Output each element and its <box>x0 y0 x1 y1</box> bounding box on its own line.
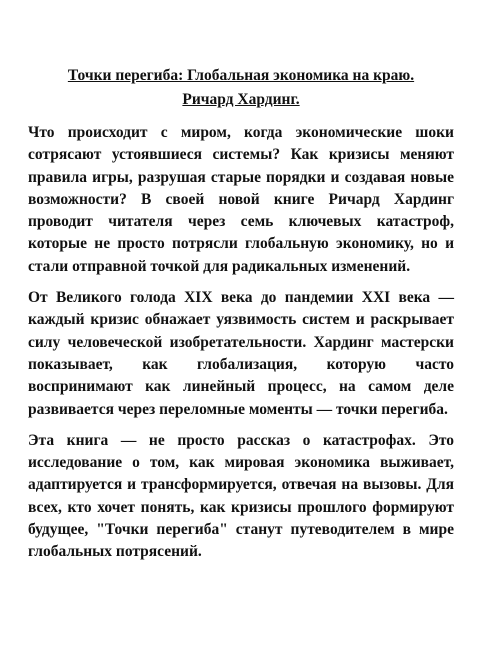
paragraph-3: Эта книга — не просто рассказ о катастрофах. Это исследование о том, как мировая экономика выживает, адаптируется и трансформируется, отвечая на вызовы. Для всех, кто хочет понять, как кризисы прошлого формируют будущее, "Точки перегиба" станут путеводителем в мире глобальных потрясений. <box>28 431 454 561</box>
paragraph-1: Что происходит с миром, когда экономические шоки сотрясают устоявшиеся системы? Как кризисы меняют правила игры, разрушая старые порядки и создавая новые возможности? В своей новой книге Ричард Хардинг проводит читателя через семь ключевых катастроф, которые не просто потрясли глобальную экономику, но и стали отправной точкой для радикальных изменений. <box>28 124 454 275</box>
title-line-1: Точки перегиба: Глобальная экономика на краю. <box>67 67 415 84</box>
document-page <box>28 64 454 573</box>
title-line-2: Ричард Хардинг. <box>182 91 300 108</box>
paragraph-2: От Великого голода XIX века до пандемии XXI века — каждый кризис обнажает уязвимость систем и раскрывает силу человеческой изобретательности. Хардинг мастерски показывает, как глобализация, которую часто воспринимают как линейный процесс, на самом деле развивается через переломные моменты — точки перегиба. <box>28 289 454 418</box>
document-title <box>28 64 454 112</box>
